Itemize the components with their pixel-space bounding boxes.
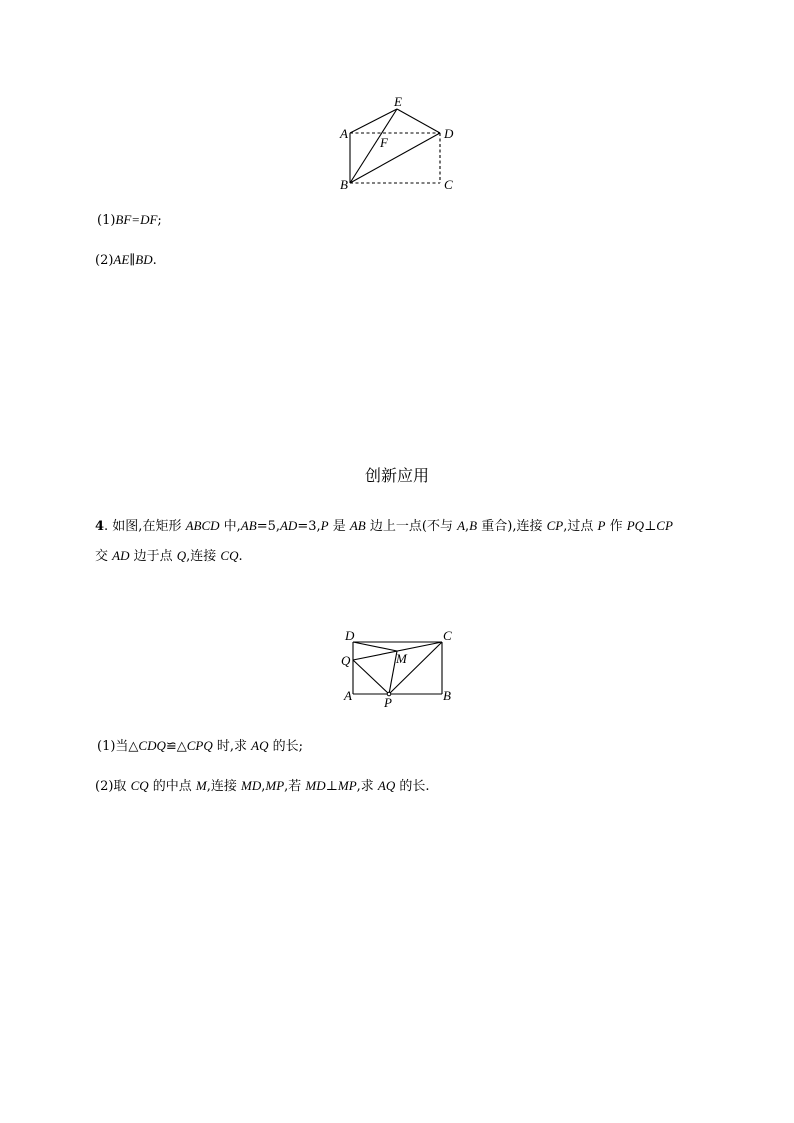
label-C: C — [443, 628, 452, 643]
label-C: C — [444, 177, 453, 192]
label-Q: Q — [341, 653, 351, 668]
label-D: D — [444, 126, 454, 141]
section-heading: 创新应用 — [364, 466, 429, 485]
label-A: A — [344, 688, 352, 703]
problem-4-line-2: 交 AD 边于点 Q,连接 CQ. — [95, 548, 243, 564]
figure-1-diagram — [336, 92, 460, 196]
figure-2-diagram — [338, 624, 462, 712]
segment-MD — [353, 642, 397, 651]
problem-number: 4 — [95, 519, 105, 534]
segment-CP — [389, 642, 442, 694]
problem-3-part-2: (2)AE∥BD. — [95, 252, 157, 268]
label-E: E — [394, 94, 402, 109]
label-P: P — [384, 695, 392, 710]
label-M: M — [396, 651, 407, 666]
label-B: B — [443, 688, 451, 703]
segment-BE — [350, 109, 397, 183]
label-F: F — [380, 135, 388, 150]
problem-4-part-2: (2)取 CQ 的中点 M,连接 MD,MP,若 MD⊥MP,求 AQ 的长. — [95, 778, 430, 794]
label-A: A — [340, 126, 348, 141]
segment-ED — [397, 109, 440, 133]
problem-4-part-1: (1)当△CDQ≌△CPQ 时,求 AQ 的长; — [97, 738, 304, 754]
segment-QP — [353, 660, 389, 694]
label-D: D — [345, 628, 355, 643]
problem-3-part-1: (1)BF=DF; — [97, 212, 162, 228]
segment-BD — [350, 133, 440, 183]
problem-4-line-1: 4. 如图,在矩形 ABCD 中,AB=5,AD=3,P 是 AB 边上一点(不与 A,B 重合),连接 CP,过点 P 作 PQ⊥CP — [95, 518, 673, 534]
label-B: B — [340, 177, 348, 192]
